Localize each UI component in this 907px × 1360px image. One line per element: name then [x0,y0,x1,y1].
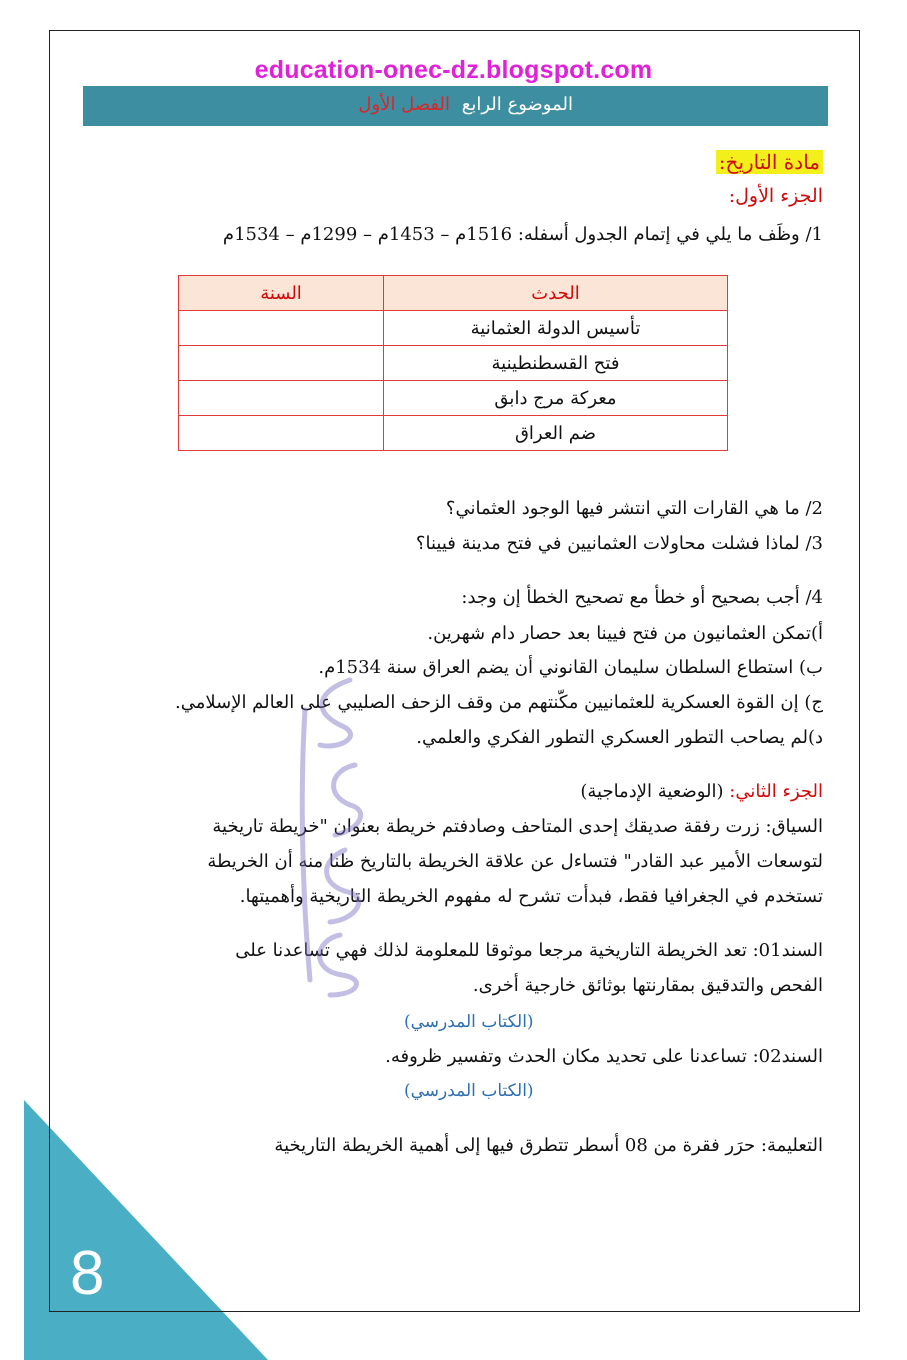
document-2: السند02: تساعدنا على تحديد مكان الحدث وتفسير ظروفه. [385,1046,823,1067]
document-2-source: (الكتاب المدرسي) [404,1081,534,1101]
question-4: 4/ أجب بصحيح أو خطأ مع تصحيح الخطأ إن وجد: [461,587,823,608]
subject-title: مادة التاريخ: [716,150,823,174]
year-cell [179,311,384,346]
part1-label: الجزء الأول: [728,185,823,207]
handwritten-signature-watermark [280,670,390,1000]
event-column-header: الحدث [384,276,728,311]
question-4-item-d: د)لم يصاحب التطور العسكري التطور الفكري والعلمي. [416,727,823,748]
context-line-1: السياق: زرت رفقة صديقك إحدى المتاحف وصادفتم خريطة بعنوان "خريطة تاريخية [212,816,823,837]
question-4-item-a: أ)تمكن العثمانيون من فتح فيينا بعد حصار دام شهرين. [427,623,823,644]
question-4-item-b: ب) استطاع السلطان سليمان القانوني أن يضم العراق سنة 1534م. [318,657,823,678]
banner-chapter: الفصل الأول [358,94,451,115]
document-1-source: (الكتاب المدرسي) [404,1012,534,1032]
question-3: 3/ لماذا فشلت محاولات العثمانيين في فتح مدينة فيينا؟ [415,533,823,554]
question-2: 2/ ما هي القارات التي انتشر فيها الوجود العثماني؟ [445,498,823,519]
banner-text [358,94,573,115]
year-column-header: السنة [179,276,384,311]
part2-subtitle: (الوضعية الإدماجية) [580,781,724,802]
site-url-header: education-onec-dz.blogspot.com [254,56,653,84]
part2-label: الجزء الثاني: [729,781,823,802]
banner-topic: الموضوع الرابع [461,94,573,115]
table-row [179,346,728,381]
event-cell: ضم العراق [384,416,728,451]
year-cell [179,346,384,381]
context-line-3: تستخدم في الجغرافيا فقط، فبدأت تشرح له مفهوم الخريطة التاريخية وأهميتها. [239,886,823,907]
event-cell: معركة مرج دابق [384,381,728,416]
document-1-line-2: الفحص والتدقيق بمقارنتها بوثائق خارجية أخرى. [472,975,823,996]
table-row [179,381,728,416]
table-header-row [179,276,728,311]
table-row [179,416,728,451]
document-1-line-1: السند01: تعد الخريطة التاريخية مرجعا موثوقا للمعلومة لذلك فهي تساعدنا على [235,940,823,961]
page-number: 8 [70,1239,105,1308]
part2-heading [580,781,823,802]
question-1: 1/ وظَف ما يلي في إتمام الجدول أسفله: 1516م – 1453م – 1299م – 1534م [222,224,823,245]
events-table [178,275,728,451]
instruction: التعليمة: حرَر فقرة من 08 أسطر تتطرق فيها إلى أهمية الخريطة التاريخية [274,1135,823,1156]
topic-banner [83,86,828,126]
year-cell [179,381,384,416]
year-cell [179,416,384,451]
event-cell: تأسيس الدولة العثمانية [384,311,728,346]
event-cell: فتح القسطنطينية [384,346,728,381]
context-line-2: لتوسعات الأمير عبد القادر" فتساءل عن علاقة الخريطة بالتاريخ ظنا منه أن الخريطة [207,851,823,872]
table-row [179,311,728,346]
question-4-item-c: ج) إن القوة العسكرية للعثمانيين مكّنتهم من وقف الزحف الصليبي على العالم الإسلامي. [175,692,823,713]
